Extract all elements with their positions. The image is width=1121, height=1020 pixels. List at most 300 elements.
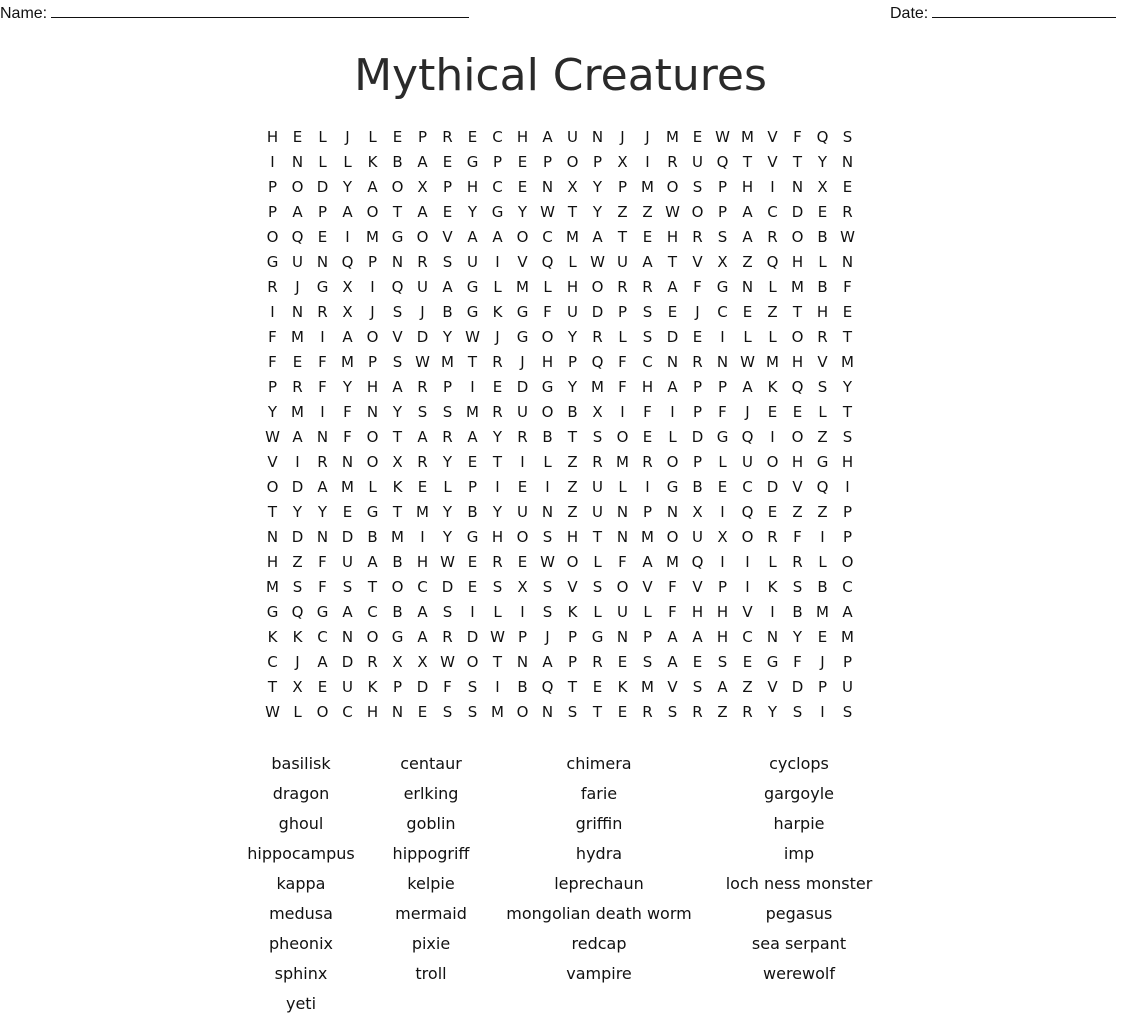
grid-row (260, 175, 860, 200)
grid-letter: S (467, 703, 478, 721)
grid-letter: E (717, 478, 728, 496)
grid-letter: P (842, 528, 853, 546)
grid-letter: K (367, 678, 378, 696)
grid-letter: F (793, 653, 802, 671)
grid-letter: L (318, 128, 327, 146)
grid-letter: U (342, 678, 353, 696)
grid-letter: U (567, 128, 578, 146)
grid-letter: J (745, 403, 750, 421)
grid-letter: T (592, 528, 603, 546)
grid-letter: F (318, 578, 327, 596)
grid-letter: P (617, 178, 628, 196)
grid-letter: P (642, 628, 653, 646)
grid-letter: A (492, 228, 503, 246)
grid-letter: Y (442, 528, 453, 546)
grid-letter: O (791, 428, 804, 446)
grid-letter: N (291, 153, 304, 171)
grid-letter: A (742, 228, 753, 246)
grid-letter: T (792, 153, 803, 171)
grid-letter: C (367, 603, 378, 621)
grid-letter: O (791, 228, 804, 246)
grid-letter: B (517, 678, 528, 696)
grid-letter: A (417, 628, 428, 646)
grid-letter: M (641, 528, 654, 546)
word-bank-item: basilisk (271, 754, 331, 773)
grid-letter: S (842, 428, 853, 446)
grid-letter: H (266, 553, 279, 571)
grid-letter: I (820, 528, 825, 546)
grid-letter: E (517, 153, 528, 171)
grid-letter: T (567, 678, 578, 696)
grid-letter: J (545, 628, 550, 646)
grid-letter: D (691, 428, 704, 446)
grid-letter: M (741, 128, 754, 146)
grid-letter: P (517, 628, 528, 646)
grid-letter: S (542, 528, 553, 546)
grid-letter: B (392, 603, 403, 621)
grid-letter: B (542, 428, 553, 446)
grid-letter: P (442, 178, 453, 196)
grid-letter: F (643, 403, 652, 421)
grid-letter: E (467, 553, 478, 571)
grid-letter: U (617, 603, 628, 621)
grid-letter: X (342, 278, 353, 296)
grid-letter: R (417, 253, 428, 271)
grid-letter: S (717, 653, 728, 671)
word-bank-item: sphinx (274, 964, 328, 983)
grid-letter: S (667, 703, 678, 721)
grid-letter: A (717, 678, 728, 696)
word-bank-item: kelpie (407, 874, 455, 893)
grid-letter: Z (767, 303, 778, 321)
grid-letter: Q (741, 503, 754, 521)
grid-letter: N (316, 428, 329, 446)
grid-letter: I (770, 603, 775, 621)
grid-letter: C (492, 178, 503, 196)
word-bank-item: hippocampus (247, 844, 355, 863)
grid-letter: D (441, 578, 454, 596)
grid-letter: R (792, 553, 803, 571)
grid-letter: Q (691, 553, 704, 571)
grid-letter: G (591, 628, 604, 646)
grid-letter: X (292, 678, 303, 696)
grid-letter: B (567, 403, 578, 421)
grid-letter: S (592, 578, 603, 596)
grid-letter: G (816, 453, 829, 471)
grid-letter: I (620, 403, 625, 421)
grid-row (260, 550, 860, 575)
grid-letter: Y (467, 203, 478, 221)
word-bank-item: ghoul (278, 814, 324, 833)
grid-letter: P (842, 503, 853, 521)
grid-letter: H (466, 178, 479, 196)
grid-letter: M (841, 353, 854, 371)
grid-letter: W (465, 328, 480, 346)
grid-letter: U (592, 478, 603, 496)
grid-letter: X (692, 503, 703, 521)
grid-letter: U (692, 153, 703, 171)
grid-letter: R (267, 278, 278, 296)
grid-letter: B (692, 478, 703, 496)
grid-letter: S (442, 703, 453, 721)
word-bank-item: redcap (571, 934, 627, 953)
grid-letter: J (345, 128, 350, 146)
grid-letter: X (717, 253, 728, 271)
grid-letter: Z (742, 253, 753, 271)
grid-letter: I (745, 578, 750, 596)
grid-letter: S (567, 703, 578, 721)
grid-letter: V (767, 153, 778, 171)
grid-letter: L (318, 153, 327, 171)
grid-letter: E (392, 128, 403, 146)
grid-letter: C (717, 303, 728, 321)
grid-letter: I (470, 378, 475, 396)
grid-letter: O (366, 428, 379, 446)
grid-letter: G (716, 428, 729, 446)
grid-letter: D (466, 628, 479, 646)
grid-row (260, 650, 860, 675)
grid-row (260, 575, 860, 600)
grid-letter: I (645, 478, 650, 496)
word-bank-item: hydra (575, 844, 623, 863)
grid-letter: I (770, 178, 775, 196)
grid-letter: W (440, 553, 455, 571)
grid-letter: A (292, 203, 303, 221)
grid-letter: Z (567, 503, 578, 521)
grid-letter: L (443, 478, 452, 496)
grid-letter: I (320, 403, 325, 421)
grid-letter: B (817, 228, 828, 246)
grid-letter: G (466, 303, 479, 321)
word-bank-item: gargoyle (764, 784, 834, 803)
grid-letter: G (266, 253, 279, 271)
grid-letter: A (417, 153, 428, 171)
grid-letter: V (692, 578, 703, 596)
grid-letter: I (845, 478, 850, 496)
grid-letter: E (642, 428, 653, 446)
grid-letter: P (717, 578, 728, 596)
grid-letter: Y (442, 328, 453, 346)
grid-letter: J (695, 303, 700, 321)
grid-letter: R (292, 378, 303, 396)
grid-letter: N (616, 528, 629, 546)
grid-letter: N (741, 278, 754, 296)
grid-letter: S (792, 703, 803, 721)
grid-row (260, 150, 860, 175)
grid-letter: R (692, 353, 703, 371)
grid-letter: K (767, 578, 778, 596)
grid-letter: O (391, 178, 404, 196)
grid-letter: K (767, 378, 778, 396)
grid-letter: O (366, 328, 379, 346)
word-bank-item: troll (415, 964, 447, 983)
grid-letter: A (367, 553, 378, 571)
grid-letter: I (345, 228, 350, 246)
grid-letter: B (792, 603, 803, 621)
grid-letter: Y (342, 378, 353, 396)
word-bank-item: chimera (566, 754, 632, 773)
word-bank-item: pheonix (269, 934, 333, 953)
grid-letter: H (416, 553, 429, 571)
grid-letter: O (416, 228, 429, 246)
grid-letter: P (642, 503, 653, 521)
grid-letter: P (317, 203, 328, 221)
grid-letter: P (367, 253, 378, 271)
grid-letter: O (391, 578, 404, 596)
grid-letter: H (641, 378, 654, 396)
grid-letter: X (417, 178, 428, 196)
grid-letter: L (818, 403, 827, 421)
grid-letter: L (568, 253, 577, 271)
grid-letter: E (817, 628, 828, 646)
grid-letter: O (516, 528, 529, 546)
grid-letter: Y (817, 153, 828, 171)
grid-row (260, 525, 860, 550)
grid-letter: U (467, 253, 478, 271)
grid-letter: B (392, 553, 403, 571)
grid-letter: G (466, 278, 479, 296)
grid-letter: B (467, 503, 478, 521)
grid-letter: E (617, 703, 628, 721)
grid-letter: C (417, 578, 428, 596)
grid-letter: U (842, 678, 853, 696)
grid-letter: N (316, 253, 329, 271)
grid-letter: W (740, 353, 755, 371)
grid-letter: N (316, 528, 329, 546)
grid-letter: A (467, 228, 478, 246)
word-bank-item: dragon (272, 784, 330, 803)
grid-letter: K (292, 628, 303, 646)
grid-letter: N (841, 153, 854, 171)
grid-letter: R (317, 303, 328, 321)
grid-letter: I (720, 503, 725, 521)
grid-letter: L (543, 278, 552, 296)
grid-letter: A (317, 653, 328, 671)
grid-row (260, 700, 860, 725)
grid-letter: B (392, 153, 403, 171)
word-bank-item: yeti (285, 994, 317, 1013)
grid-letter: N (391, 703, 404, 721)
date-field (890, 3, 1116, 23)
grid-letter: Z (567, 478, 578, 496)
grid-letter: A (542, 128, 553, 146)
grid-letter: N (666, 353, 679, 371)
grid-letter: Y (317, 503, 328, 521)
grid-letter: O (741, 528, 754, 546)
grid-letter: T (267, 678, 278, 696)
grid-letter: T (267, 503, 278, 521)
grid-letter: E (292, 353, 303, 371)
grid-letter: X (517, 578, 528, 596)
grid-letter: O (291, 178, 304, 196)
grid-letter: P (367, 353, 378, 371)
grid-letter: R (517, 428, 528, 446)
grid-letter: F (668, 578, 677, 596)
grid-letter: O (841, 553, 854, 571)
grid-letter: W (715, 128, 730, 146)
grid-letter: S (442, 603, 453, 621)
grid-letter: A (642, 253, 653, 271)
grid-letter: T (617, 228, 628, 246)
grid-letter: O (266, 228, 279, 246)
grid-letter: E (767, 503, 778, 521)
word-bank-item: mermaid (395, 904, 467, 923)
grid-letter: H (541, 353, 554, 371)
word-bank-item: medusa (269, 904, 333, 923)
grid-letter: L (768, 328, 777, 346)
grid-letter: A (642, 553, 653, 571)
grid-letter: R (767, 528, 778, 546)
grid-letter: M (616, 453, 629, 471)
grid-letter: U (517, 403, 528, 421)
grid-letter: M (291, 403, 304, 421)
grid-row (260, 500, 860, 525)
grid-letter: Q (791, 378, 804, 396)
grid-letter: C (767, 203, 778, 221)
grid-letter: I (420, 528, 425, 546)
grid-letter: D (341, 653, 354, 671)
grid-letter: E (517, 478, 528, 496)
grid-letter: H (666, 228, 679, 246)
grid-letter: T (742, 153, 753, 171)
grid-letter: R (592, 328, 603, 346)
grid-letter: T (667, 253, 678, 271)
grid-letter: B (442, 303, 453, 321)
grid-letter: J (420, 303, 425, 321)
grid-letter: G (766, 653, 779, 671)
word-bank-item: vampire (566, 964, 632, 983)
grid-letter: O (541, 328, 554, 346)
grid-letter: S (717, 228, 728, 246)
grid-letter: L (543, 453, 552, 471)
grid-letter: P (617, 303, 628, 321)
grid-letter: D (666, 328, 679, 346)
grid-letter: U (342, 553, 353, 571)
grid-letter: L (343, 153, 352, 171)
grid-letter: E (417, 478, 428, 496)
grid-letter: A (742, 203, 753, 221)
grid-letter: A (317, 478, 328, 496)
grid-letter: P (842, 653, 853, 671)
grid-letter: O (466, 653, 479, 671)
grid-letter: H (791, 453, 804, 471)
grid-letter: A (392, 378, 403, 396)
name-field (0, 3, 469, 23)
grid-letter: F (668, 603, 677, 621)
grid-letter: E (842, 303, 853, 321)
grid-letter: E (642, 228, 653, 246)
grid-letter: C (642, 353, 653, 371)
grid-letter: I (545, 478, 550, 496)
grid-letter: J (620, 128, 625, 146)
grid-letter: K (617, 678, 628, 696)
word-bank-item: sea serpant (751, 934, 847, 953)
grid-letter: J (295, 653, 300, 671)
grid-letter: D (416, 328, 429, 346)
word-bank-item: griffin (575, 814, 623, 833)
grid-letter: L (768, 278, 777, 296)
grid-letter: G (366, 503, 379, 521)
grid-letter: G (491, 203, 504, 221)
grid-letter: T (792, 303, 803, 321)
grid-letter: P (267, 378, 278, 396)
grid-letter: S (442, 253, 453, 271)
grid-letter: T (392, 428, 403, 446)
grid-letter: M (391, 528, 404, 546)
grid-letter: O (366, 203, 379, 221)
grid-letter: L (718, 453, 727, 471)
grid-letter: R (592, 453, 603, 471)
grid-letter: C (267, 653, 278, 671)
grid-letter: I (370, 278, 375, 296)
grid-letter: H (691, 603, 704, 621)
grid-letter: A (342, 203, 353, 221)
grid-letter: I (520, 603, 525, 621)
grid-letter: W (415, 353, 430, 371)
grid-letter: N (591, 128, 604, 146)
grid-letter: L (618, 328, 627, 346)
grid-row (260, 250, 860, 275)
grid-letter: E (517, 553, 528, 571)
grid-letter: E (517, 178, 528, 196)
grid-letter: V (442, 228, 453, 246)
grid-letter: E (767, 403, 778, 421)
grid-letter: Y (842, 378, 853, 396)
grid-letter: A (667, 653, 678, 671)
grid-letter: D (341, 528, 354, 546)
date-label: Date: (890, 5, 929, 22)
grid-letter: I (745, 553, 750, 571)
word-bank (230, 749, 890, 1019)
word-bank-item: harpie (773, 814, 825, 833)
grid-letter: C (542, 228, 553, 246)
grid-letter: N (341, 628, 354, 646)
grid-letter: A (367, 178, 378, 196)
grid-row (260, 625, 860, 650)
grid-letter: L (743, 328, 752, 346)
grid-letter: D (516, 378, 529, 396)
grid-letter: O (541, 403, 554, 421)
grid-letter: E (342, 503, 353, 521)
grid-letter: A (667, 378, 678, 396)
grid-letter: O (316, 703, 329, 721)
grid-letter: C (742, 478, 753, 496)
grid-letter: C (842, 578, 853, 596)
grid-letter: S (542, 603, 553, 621)
grid-letter: E (692, 328, 703, 346)
grid-letter: T (842, 328, 853, 346)
grid-letter: P (467, 478, 478, 496)
grid-letter: N (791, 178, 804, 196)
word-search-grid (260, 125, 860, 725)
grid-row (260, 400, 860, 425)
grid-letter: B (367, 528, 378, 546)
grid-letter: E (492, 378, 503, 396)
grid-letter: T (492, 653, 503, 671)
grid-letter: J (370, 303, 375, 321)
grid-letter: T (392, 203, 403, 221)
grid-letter: Z (642, 203, 653, 221)
grid-letter: K (567, 603, 578, 621)
grid-letter: L (368, 128, 377, 146)
grid-letter: P (492, 153, 503, 171)
grid-letter: F (618, 553, 627, 571)
grid-letter: L (668, 428, 677, 446)
grid-letter: P (542, 153, 553, 171)
grid-letter: F (318, 553, 327, 571)
grid-letter: E (817, 203, 828, 221)
grid-letter: S (342, 578, 353, 596)
